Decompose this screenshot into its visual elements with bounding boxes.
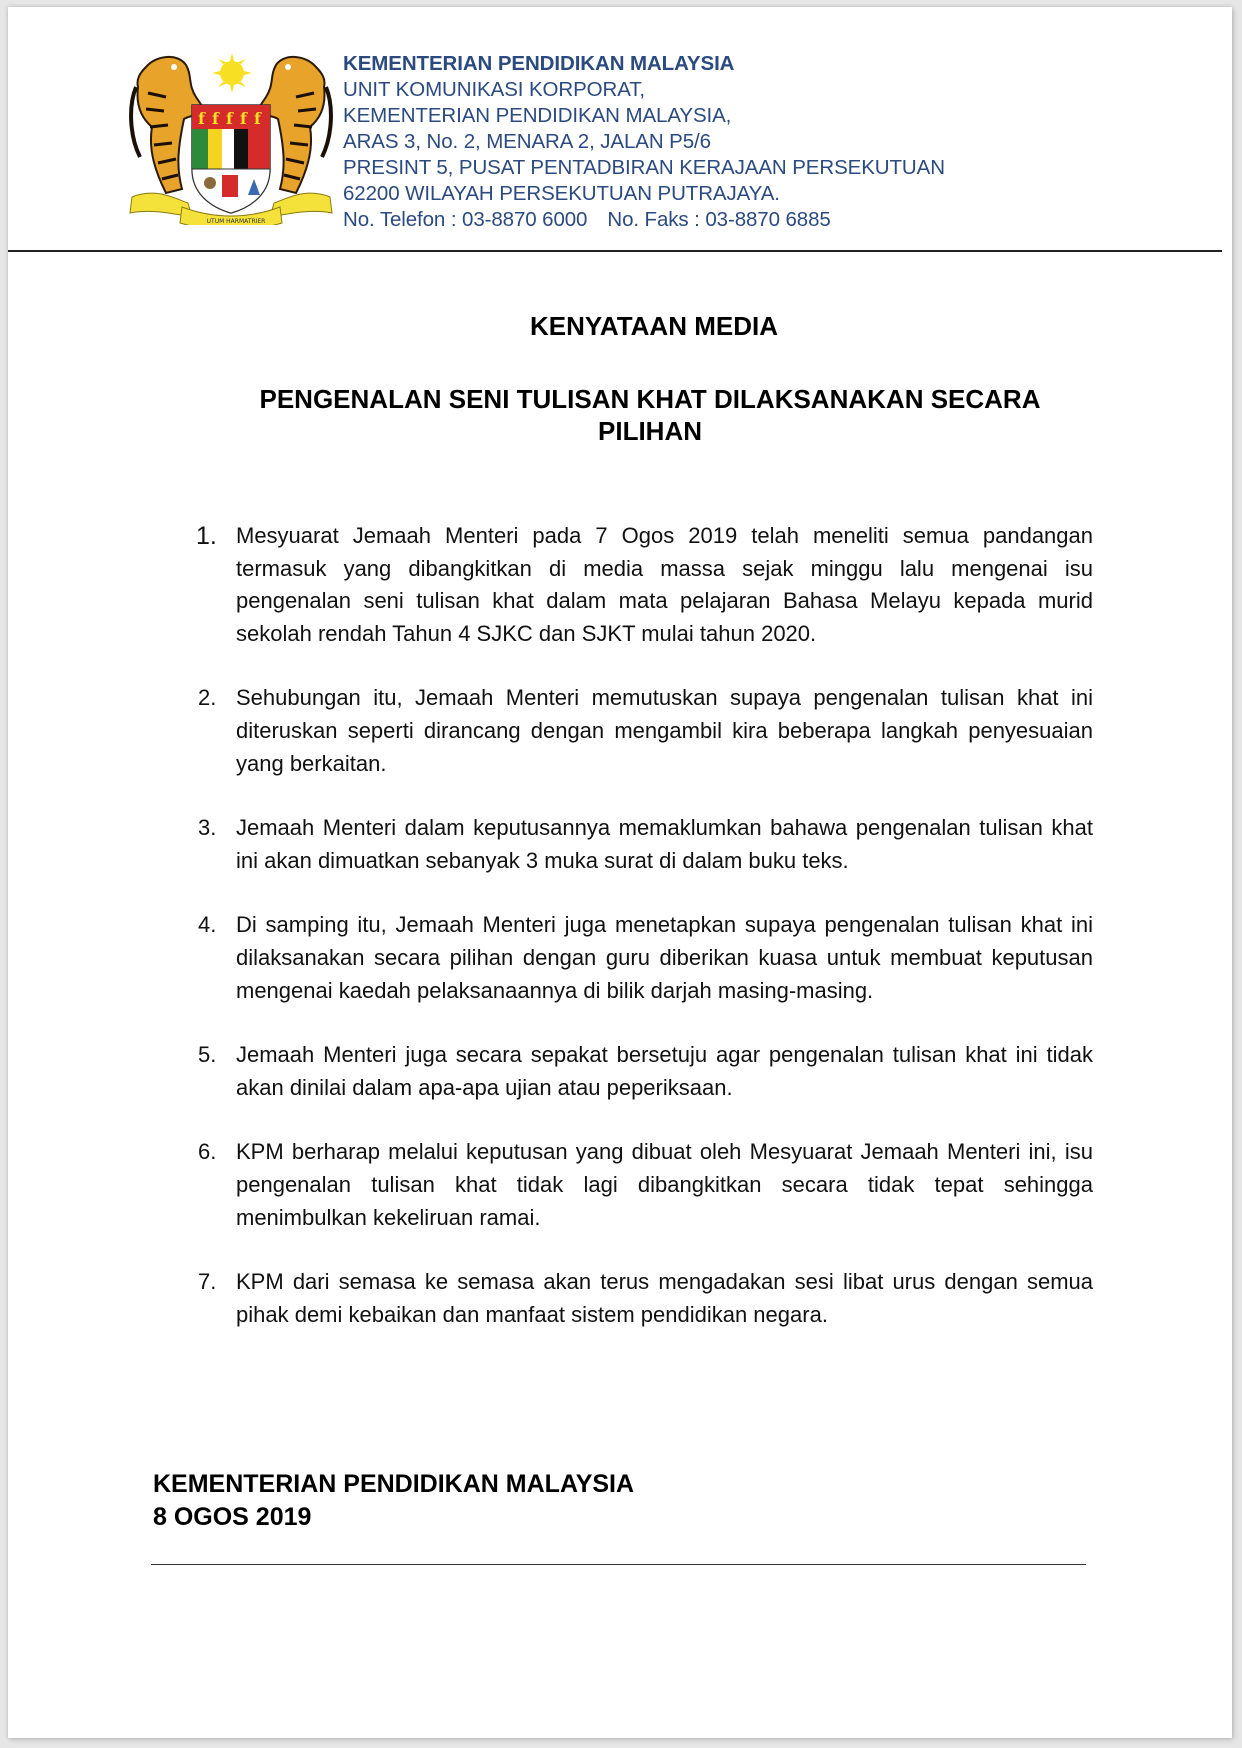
- contact-line: [343, 207, 945, 233]
- paragraph-number: 2.: [198, 685, 217, 711]
- telephone: No. Telefon : 03-8870 6000: [343, 208, 588, 231]
- fax: No. Faks : 03-8870 6885: [607, 208, 831, 231]
- numbered-paragraphs: [188, 520, 1093, 1331]
- document-page: [8, 7, 1232, 1738]
- paragraph-6: [188, 1136, 1093, 1234]
- paragraph-7: [188, 1266, 1093, 1331]
- address-line: 62200 WILAYAH PERSEKUTUAN PUTRAJAYA.: [343, 182, 780, 205]
- paragraph-number: 1.: [196, 522, 217, 550]
- paragraph-number: 6.: [198, 1139, 217, 1165]
- address-line: UNIT KOMUNIKASI KORPORAT,: [343, 78, 646, 101]
- organization-name: KEMENTERIAN PENDIDIKAN MALAYSIA: [343, 52, 735, 75]
- svg-text:f: f: [198, 109, 205, 128]
- address-line: PRESINT 5, PUSAT PENTADBIRAN KERAJAAN PERSEKUTUAN: [343, 156, 945, 179]
- paragraph-4: [188, 909, 1093, 1007]
- letterhead: [343, 51, 945, 233]
- address-line: KEMENTERIAN PENDIDIKAN MALAYSIA,: [343, 104, 732, 127]
- svg-text:f: f: [226, 109, 233, 128]
- paragraph-1: [188, 520, 1093, 650]
- paragraph-2: [188, 682, 1093, 780]
- document-type: KENYATAAN MEDIA: [530, 311, 778, 341]
- title-line: PENGENALAN SENI TULISAN KHAT DILAKSANAKAN SECARA: [259, 384, 1041, 414]
- paragraph-text: Mesyuarat Jemaah Menteri pada 7 Ogos 2019 telah meneliti semua pandangan termasuk yang dibangkitkan di media massa sejak minggu lalu mengenai isu pengenalan seni tulisan khat dalam mata pelajaran Bahasa Melayu kepada murid sekolah rendah Tahun 4 SJKC dan SJKT mulai tahun 2020.: [236, 523, 1093, 646]
- signoff-organization: KEMENTERIAN PENDIDIKAN MALAYSIA: [153, 1470, 635, 1498]
- signoff-date: 8 OGOS 2019: [153, 1503, 312, 1531]
- paragraph-text: KPM berharap melalui keputusan yang dibuat oleh Mesyuarat Jemaah Menteri ini, isu pengenalan tulisan khat tidak lagi dibangkitkan secara tidak tepat sehingga menimbulkan kekeliruan ramai.: [236, 1139, 1093, 1230]
- address-line: ARAS 3, No. 2, MENARA 2, JALAN P5/6: [343, 130, 711, 153]
- paragraph-text: KPM dari semasa ke semasa akan terus mengadakan sesi libat urus dengan semua pihak demi kebaikan dan manfaat sistem pendidikan negara.: [236, 1269, 1093, 1327]
- paragraph-text: Jemaah Menteri juga secara sepakat bersetuju agar pengenalan tulisan khat ini tidak akan dinilai dalam apa-apa ujian atau peperiksaan.: [236, 1042, 1093, 1100]
- paragraph-5: [188, 1039, 1093, 1104]
- title-line: PILIHAN: [598, 416, 702, 446]
- signoff: [153, 1468, 634, 1534]
- coat-of-arms-icon: [126, 47, 336, 225]
- paragraph-text: Sehubungan itu, Jemaah Menteri memutuskan supaya pengenalan tulisan khat ini diteruskan seperti dirancang dengan mengambil kira beberapa langkah penyesuaian yang berkaitan.: [236, 685, 1093, 776]
- paragraph-text: Di samping itu, Jemaah Menteri juga menetapkan supaya pengenalan tulisan khat ini dilaksanakan secara pilihan dengan guru diberikan kuasa untuk membuat keputusan mengenai kaedah pelaksanaannya di bilik darjah masing-masing.: [236, 912, 1093, 1003]
- svg-text:f: f: [212, 109, 219, 128]
- paragraph-text: Jemaah Menteri dalam keputusannya memaklumkan bahawa pengenalan tulisan khat ini akan dimuatkan sebanyak 3 muka surat di dalam buku teks.: [236, 815, 1093, 873]
- paragraph-number: 5.: [198, 1042, 217, 1068]
- paragraph-number: 3.: [198, 815, 217, 841]
- svg-text:UTUM HARMATRIER: UTUM HARMATRIER: [206, 218, 266, 225]
- svg-text:f: f: [254, 109, 261, 128]
- document-title: [8, 383, 1232, 447]
- footer-divider: [151, 1564, 1086, 1565]
- letterhead-divider: [8, 250, 1222, 252]
- paragraph-number: 7.: [198, 1269, 217, 1295]
- svg-text:f: f: [240, 109, 247, 128]
- paragraph-number: 4.: [198, 912, 217, 938]
- paragraph-3: [188, 812, 1093, 877]
